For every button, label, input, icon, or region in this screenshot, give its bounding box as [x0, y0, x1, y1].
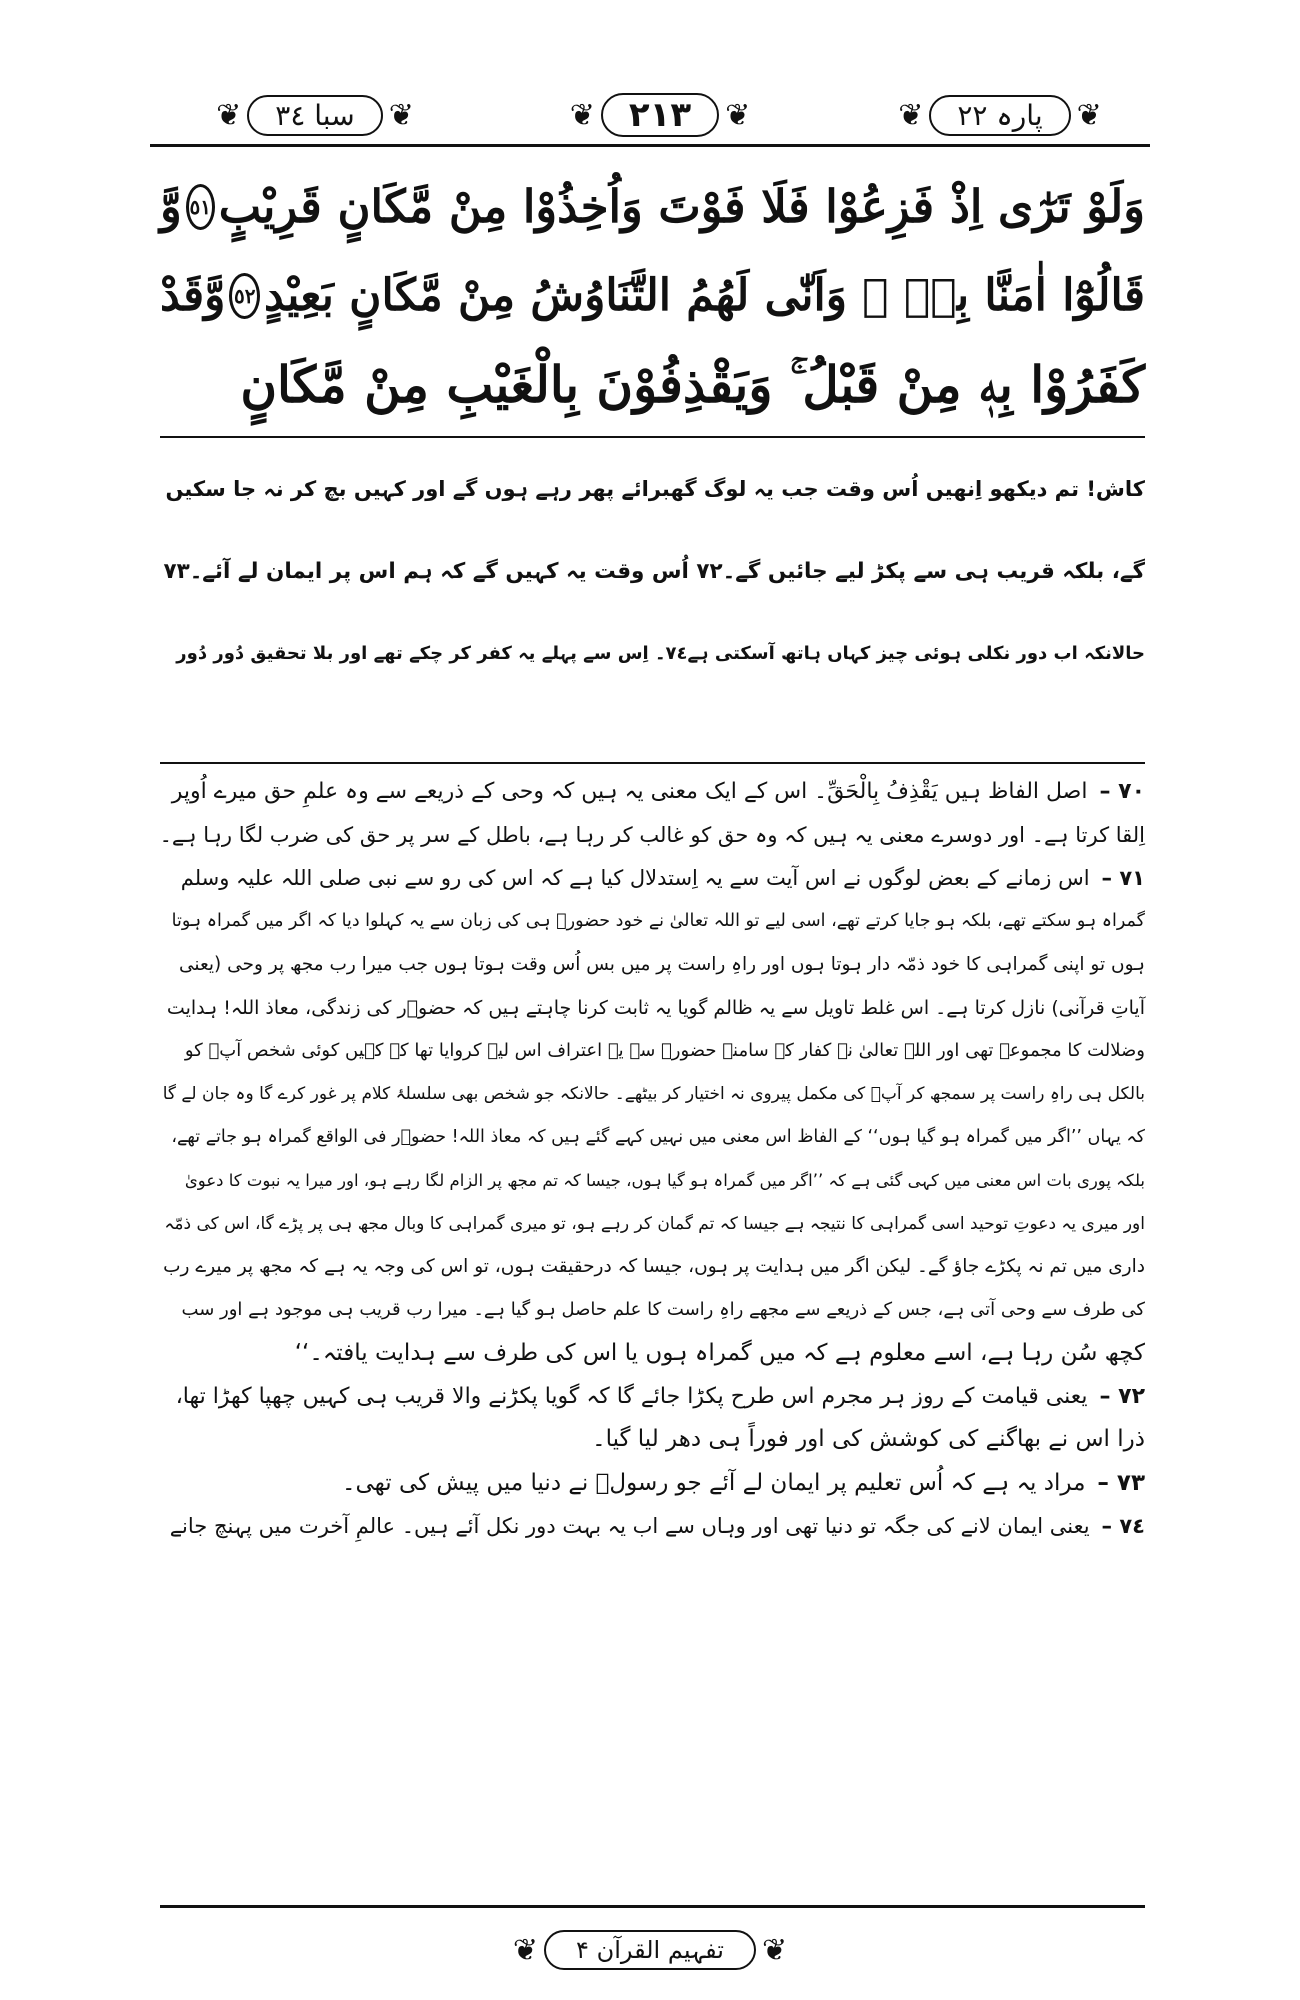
ornament-icon: ❦ [725, 97, 751, 133]
footer-divider [160, 1905, 1145, 1908]
verse-line [160, 340, 1145, 429]
page-number: ٢١٣ [601, 93, 719, 137]
footnote-text: یعنی ایمان لانے کی جگہ تو دنیا تھی اور وہاں سے اب یہ بہت دور نکل آئے ہیں۔ عالمِ آخرت میں پہنچ جانے [169, 1513, 1090, 1538]
ornament-icon: ❦ [512, 1932, 539, 1968]
surah-label-cell [150, 92, 480, 138]
verse-tail: وَّقَدْ [160, 269, 226, 321]
footnote-text: کچھ سُن رہا ہے، اسے معلوم ہے کہ میں گمراہ ہوں یا اس کی طرف سے ہدایت یافتہ۔‘‘ [294, 1340, 1145, 1367]
footnote-text: گمراہ ہو سکتے تھے، بلکہ ہو جایا کرتے تھے، اسی لیے تو اللہ تعالیٰ نے خود حضورؐ ہی کی زبان سے یہ کہلوا دیا کہ اگر میں گمراہ ہوتا [171, 911, 1145, 932]
footnote-line [160, 1288, 1145, 1331]
footnote-line [160, 1116, 1145, 1159]
footnote-text: مراد یہ ہے کہ اُس تعلیم پر ایمان لے آئے جو رسولؐ نے دنیا میں پیش کی تھی۔ [342, 1469, 1086, 1496]
urdu-translation-block [160, 448, 1145, 694]
footnote-number: ٧١ – [1101, 865, 1145, 890]
footnote-number: ٧٠ – [1099, 779, 1145, 805]
footnote-text: اور میری یہ دعوتِ توحید اسی گمراہی کا نتیجہ ہے جیسا کہ تم گمان کر رہے ہو، تو میری گمراہی کا وبال مجھ ہی پر پڑے گا، اس کی ذمّہ [164, 1213, 1145, 1234]
translation-line: حالانکہ اب دور نکلی ہوئی چیز کہاں ہاتھ آسکتی ہے٧٤۔ اِس سے پہلے یہ کفر کر چکے تھے اور بلا تحقیق دُور دُور [176, 642, 1145, 664]
ornament-icon: ❦ [388, 97, 414, 133]
page-number-cell [510, 92, 810, 138]
footnote-text: اصل الفاظ ہیں یَقْذِفُ بِالْحَقِّ۔ اس کے ایک معنی یہ ہیں کہ وحی کے ذریعے سے وہ علمِ حق میرے اُوپر [171, 779, 1088, 805]
ornament-icon: ❦ [898, 97, 924, 133]
footnote-line [160, 1461, 1145, 1504]
footnote-text: اس زمانے کے بعض لوگوں نے اس آیت سے یہ اِستدلال کیا ہے کہ اس کی رو سے نبی صلی اللہ علیہ وسلم [180, 865, 1090, 890]
verse-text: قَالُوْٓا اٰمَنَّا بِهٖ ۚ وَاَنّٰى لَهُمُ التَّنَاوُشُ مِنْ مَّكَانٍ بَعِيْدٍ [263, 269, 1145, 321]
ayah-number-marker: ٥١ [186, 184, 215, 230]
verse-text: كَفَرُوْا بِهٖ مِنْ قَبْلُ ۚ وَيَقْذِفُوْنَ بِالْغَيْبِ مِنْ مَّكَانٍ [240, 354, 1145, 414]
footnote-line [160, 1202, 1145, 1245]
footnote-line [160, 1072, 1145, 1115]
verse-divider [160, 436, 1145, 438]
ornament-icon: ❦ [569, 97, 595, 133]
translation-divider [160, 762, 1145, 764]
footnote-text: بلکہ پوری بات اس معنی میں کہی گئی ہے کہ ’’اگر میں گمراہ ہو گیا ہوں، جیسا کہ تم مجھ پر الزام لگا رہے ہو، اور میرا یہ نبوت کا دعویٰ [184, 1170, 1145, 1190]
translation-line: گے، بلکہ قریب ہی سے پکڑ لیے جائیں گے۔٧٢ اُس وقت یہ کہیں گے کہ ہم اس پر ایمان لے آئے۔٧٣ [163, 558, 1145, 584]
ornament-icon: ❦ [1076, 97, 1102, 133]
footnote-line [160, 1504, 1145, 1547]
footnote-text: اِلقا کرتا ہے۔ اور دوسرے معنی یہ ہیں کہ وہ حق کو غالب کر رہا ہے، باطل کے سر پر حق کی ضرب لگا رہا ہے۔ [159, 822, 1145, 847]
footnote-text: بالکل ہی راہِ راست پر سمجھ کر آپؐ کی مکمل پیروی نہ اختیار کر بیٹھے۔ حالانکہ جو شخص بھی سلسلۂ کلام پر غور کرے گا وہ جان لے گا [162, 1084, 1145, 1105]
para-label-cell [850, 92, 1150, 138]
footnote-line [160, 770, 1145, 813]
footnote-text: کی طرف سے وحی آتی ہے، جس کے ذریعے سے مجھے راہِ راست کا علم حاصل ہو گیا ہے۔ میرا رب قریب ہی موجود ہے اور سب [181, 1299, 1145, 1321]
footnote-line [160, 1159, 1145, 1202]
footnotes-block [160, 770, 1145, 1547]
ayah-number-marker: ٥٢ [229, 273, 260, 319]
footnote-line [160, 1029, 1145, 1072]
footnote-line [160, 1331, 1145, 1374]
footnote-text: داری میں تم نہ پکڑے جاؤ گے۔ لیکن اگر میں ہدایت پر ہوں، جیسا کہ درحقیقت ہوں، تو اس کی وجہ یہ ہے کہ مجھ پر میرے رب [163, 1256, 1145, 1278]
footnote-line [160, 1245, 1145, 1288]
footnote-line [160, 1375, 1145, 1418]
ornament-icon: ❦ [761, 1932, 788, 1968]
footnote-number: ٧٤ – [1101, 1513, 1145, 1538]
footnote-text: وضلالت کا مجموعہ تھی اور اللہ تعالیٰ نے کفار کے سامنے حضورؐ سے یہ اعتراف اس لیے کروایا تھا کہ کہیں کوئی شخص آپؐ کو [184, 1040, 1145, 1062]
footnote-line [160, 856, 1145, 899]
ornament-icon: ❦ [216, 97, 242, 133]
page-header [150, 84, 1150, 154]
footnote-number: ٧٢ – [1099, 1383, 1145, 1409]
footnote-line [160, 813, 1145, 856]
para-label: پارہ ٢٢ [929, 95, 1070, 136]
footnote-line [160, 943, 1145, 986]
footnote-text: آیاتِ قرآنی) نازل کرتا ہے۔ اس غلط تاویل سے یہ ظالم گویا یہ ثابت کرنا چاہتے ہیں کہ حضوؐر کی زندگی، معاذ اللہ! ہدایت [166, 996, 1145, 1019]
surah-label: سبا ٣٤ [247, 95, 382, 136]
footnote-line [160, 986, 1145, 1029]
verse-line [160, 162, 1145, 251]
footnote-text: ہوں تو اپنی گمراہی کا خود ذمّہ دار ہوتا ہوں اور راہِ راست پر میں بس اُس وقت ہوتا ہوں جب میرا رب مجھ پر وحی (یعنی [178, 953, 1145, 975]
book-title: تفہیم القرآن ۴ [544, 1930, 756, 1970]
footnote-line [160, 1418, 1145, 1461]
verse-text: وَلَوْ تَرٰٓى اِذْ فَزِعُوْا فَلَا فَوْتَ وَاُخِذُوْا مِنْ مَّكَانٍ قَرِيْبٍ [218, 180, 1145, 233]
footnote-text: ذرا اس نے بھاگنے کی کوشش کی اور فوراً ہی دھر لیا گیا۔ [592, 1426, 1145, 1453]
footnote-text: یعنی قیامت کے روز ہر مجرم اس طرح پکڑا جائے گا کہ گویا پکڑنے والا قریب ہی کہیں چھپا کھڑا تھا، [175, 1383, 1088, 1409]
page-footer [450, 1920, 850, 1980]
footnote-number: ٧٣ – [1097, 1469, 1145, 1496]
header-divider [150, 144, 1150, 147]
arabic-verse-block [160, 162, 1145, 429]
verse-tail: وَّ [160, 180, 182, 233]
verse-line [160, 251, 1145, 340]
translation-line: کاش! تم دیکھو اِنھیں اُس وقت جب یہ لوگ گھبرائے پھر رہے ہوں گے اور کہیں بچ کر نہ جا سکیں [165, 477, 1145, 501]
footnote-text: کہ یہاں ’’اگر میں گمراہ ہو گیا ہوں‘‘ کے الفاظ اس معنی میں نہیں کہے گئے ہیں کہ معاذ اللہ! حضوؐر فی الواقع گمراہ ہو جاتے تھے، [171, 1127, 1145, 1148]
footnote-line [160, 900, 1145, 943]
